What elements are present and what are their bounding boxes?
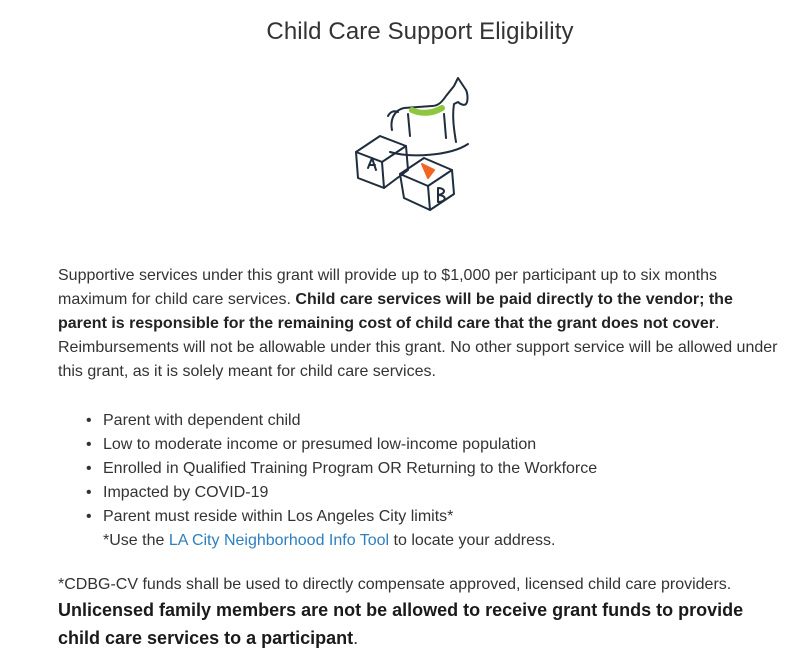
list-item [86, 505, 597, 553]
bullet-icon: • [86, 436, 92, 453]
intro-text-1: Supportive services under this grant will provide up to $1,000 per participant up to six months maximum for child care services. [58, 267, 718, 308]
unlicensed-warning-text: Unlicensed family members are not be allowed to receive grant funds to provide child care services to a participant [58, 600, 744, 648]
intro-text-2: . Reimbursements will not be allowable under this grant. No other support service will be allowed under this grant, as it is solely meant for child care services. [58, 315, 778, 380]
list-item [86, 457, 598, 481]
horse-leg-back [444, 114, 446, 138]
unlicensed-warning-period: . [353, 628, 359, 648]
bullet-icon: • [86, 484, 92, 501]
address-note-suffix: to locate your address. [389, 532, 556, 549]
list-item [86, 409, 597, 433]
address-note-prefix: *Use the [103, 532, 169, 549]
list-item-label: Enrolled in Qualified Training Program OR Returning to the Workforce [103, 460, 598, 477]
list-item-label: Impacted by COVID-19 [103, 484, 269, 501]
list-item-label: Low to moderate income or presumed low-income population [103, 436, 537, 453]
bullet-icon: • [86, 412, 92, 429]
horse-leg-front [408, 114, 410, 136]
funds-note: *CDBG-CV funds shall be used to directly compensate approved, licensed child care providers. [58, 576, 732, 593]
intro-paragraph [58, 264, 780, 384]
rocking-horse-blocks-icon [350, 74, 474, 216]
list-item [86, 481, 597, 505]
address-note [103, 529, 597, 553]
horse-saddle [412, 108, 442, 113]
eligibility-list [86, 409, 598, 553]
bullet-icon: • [86, 460, 92, 477]
intro-bold-text: Child care services will be paid directly to the vendor; the parent is responsible for the remaining cost of child care that the grant does not cover [58, 291, 733, 332]
neighborhood-info-tool-link[interactable]: LA City Neighborhood Info Tool [168, 532, 390, 549]
bullet-icon: • [86, 508, 92, 525]
list-item-label: Parent must reside within Los Angeles City limits* [103, 508, 454, 525]
list-item-label: Parent with dependent child [103, 412, 301, 429]
page-title: Child Care Support Eligibility [266, 18, 574, 45]
unlicensed-warning [58, 596, 788, 652]
list-item [86, 433, 597, 457]
